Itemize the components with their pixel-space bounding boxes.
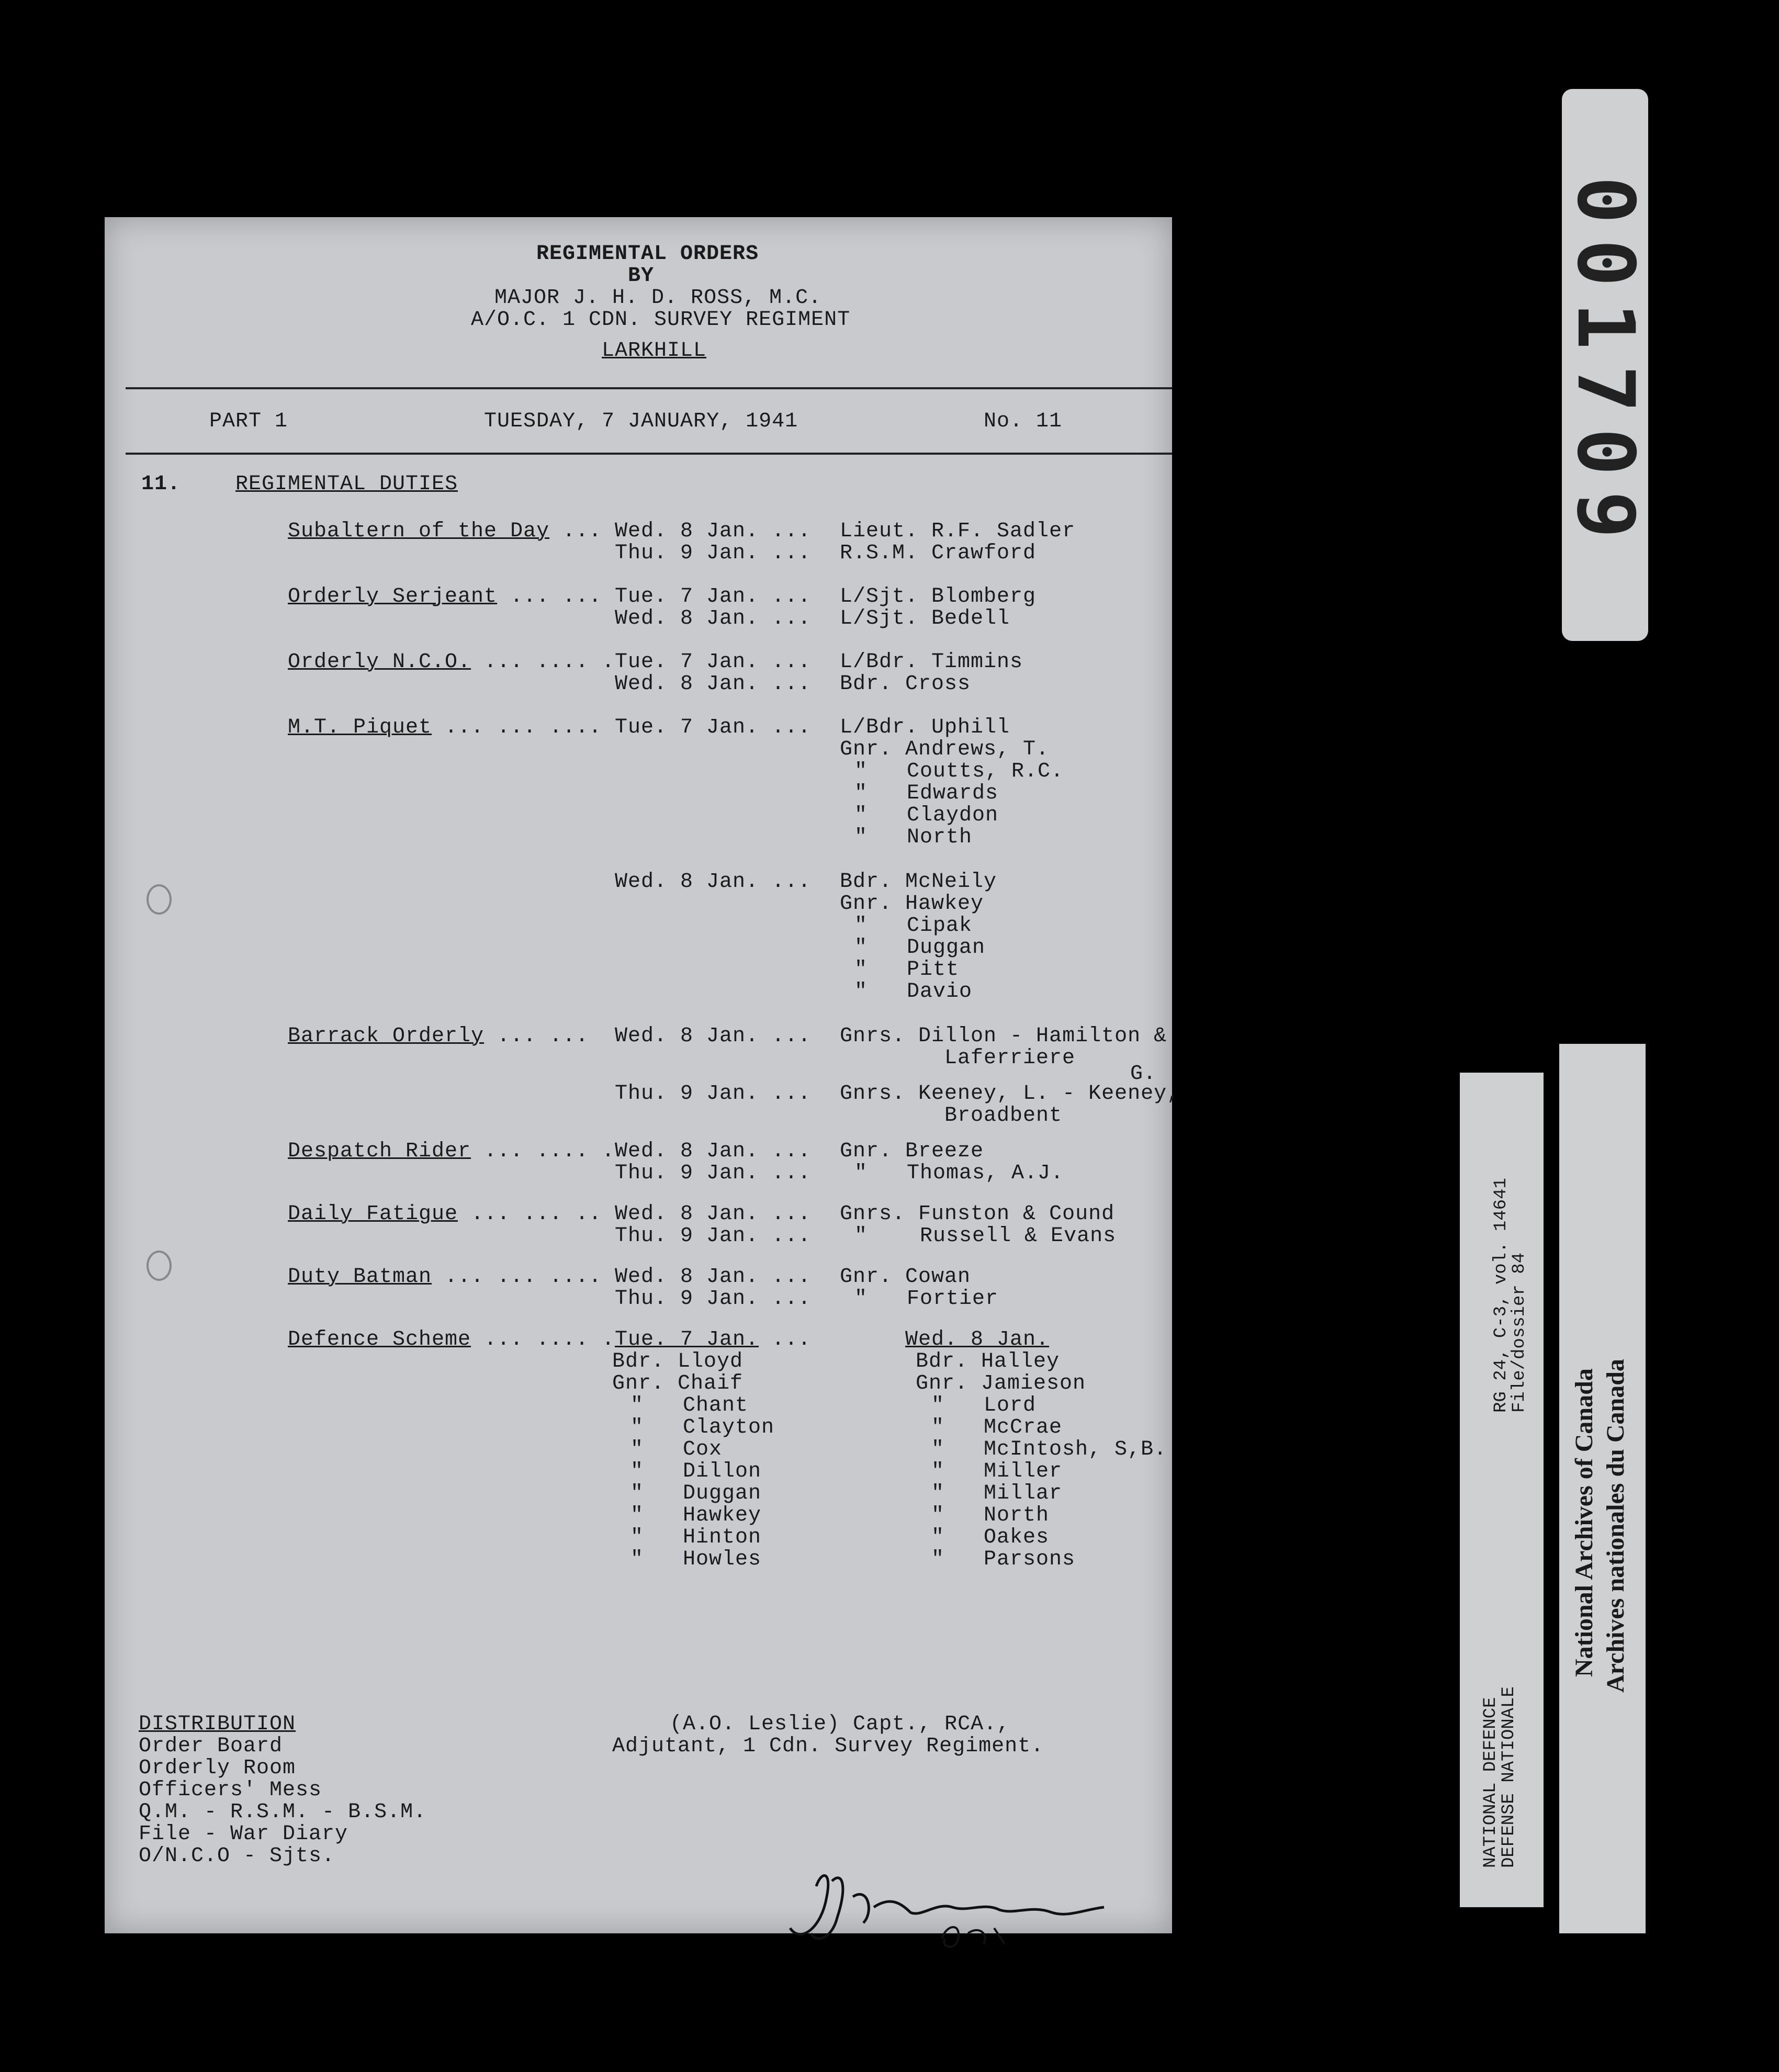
header-line-2: BY bbox=[628, 264, 655, 288]
leader-dots: ... .... . bbox=[471, 650, 615, 674]
archive-reference-label bbox=[1460, 1073, 1544, 1907]
duty-name: " Edwards bbox=[854, 782, 999, 805]
punch-hole bbox=[147, 1251, 172, 1281]
duty-name: Lieut. R.F. Sadler bbox=[840, 520, 1076, 543]
duty-date: Tue. 7 Jan. ... bbox=[615, 716, 812, 739]
duty-name: Gnrs. Keeney, L. - Keeney, bbox=[840, 1082, 1180, 1106]
duty-date: Thu. 9 Jan. ... bbox=[615, 1162, 812, 1185]
duty-date: Wed. 8 Jan. ... bbox=[615, 1265, 812, 1289]
header-location: LARKHILL bbox=[602, 339, 707, 363]
duty-name: G. bbox=[1130, 1062, 1157, 1086]
defence-date-label: Tue. 7 Jan. bbox=[615, 1328, 759, 1352]
defence-date-2: Wed. 8 Jan. bbox=[905, 1328, 1050, 1352]
signature-mark bbox=[785, 1865, 1109, 1960]
duty-date: Wed. 8 Jan. ... bbox=[615, 1024, 812, 1048]
duty-name: " Cipak bbox=[854, 914, 973, 938]
defence-name: Gnr. Jamieson bbox=[916, 1372, 1086, 1395]
duty-name: L/Bdr. Timmins bbox=[840, 650, 1023, 674]
defence-date-1 bbox=[615, 1329, 811, 1351]
duty-subaltern bbox=[288, 521, 602, 543]
distribution-item: O/N.C.O - Sjts. bbox=[139, 1844, 335, 1868]
duty-name: L/Bdr. Uphill bbox=[840, 716, 1010, 739]
duty-date: Thu. 9 Jan. ... bbox=[615, 1082, 812, 1106]
header-line-3: MAJOR J. H. D. ROSS, M.C. bbox=[494, 286, 822, 310]
duty-label: Daily Fatigue bbox=[288, 1202, 458, 1226]
leader-dots: ... .... . bbox=[471, 1140, 615, 1163]
archive-name-label bbox=[1559, 1044, 1646, 1933]
divider-bottom bbox=[126, 453, 1172, 455]
defence-name: " Hawkey bbox=[630, 1504, 762, 1527]
defence-name: " Hinton bbox=[630, 1526, 762, 1549]
duty-name: Gnr. Hawkey bbox=[840, 892, 984, 916]
duty-label: Subaltern of the Day bbox=[288, 520, 550, 543]
duty-name: Gnr. Breeze bbox=[840, 1140, 984, 1163]
frame-number-stamp bbox=[1559, 89, 1651, 641]
order-date: TUESDAY, 7 JANUARY, 1941 bbox=[484, 410, 798, 433]
order-number: No. 11 bbox=[984, 410, 1063, 433]
defence-name: " Lord bbox=[931, 1394, 1037, 1417]
distribution-item: Officers' Mess bbox=[139, 1778, 322, 1802]
defence-name: " Clayton bbox=[630, 1416, 775, 1439]
leader-dots: ... ... .... bbox=[432, 1265, 602, 1289]
duty-name: L/Sjt. Bedell bbox=[840, 607, 1010, 630]
header-line-4: A/O.C. 1 CDN. SURVEY REGIMENT bbox=[471, 308, 851, 332]
punch-hole bbox=[147, 884, 172, 915]
leader-dots: ... ... bbox=[484, 1024, 589, 1048]
duty-batman bbox=[288, 1266, 602, 1288]
duty-name: " Thomas, A.J. bbox=[854, 1162, 1064, 1185]
archive-ref-2: File/dossier 84 bbox=[1510, 1252, 1529, 1413]
section-number: 11. bbox=[141, 472, 181, 496]
duty-name: Broadbent bbox=[944, 1104, 1063, 1128]
distribution-item: Q.M. - R.S.M. - B.S.M. bbox=[139, 1800, 427, 1824]
signature-title: Adjutant, 1 Cdn. Survey Regiment. bbox=[612, 1735, 1044, 1758]
defence-name: " Dillon bbox=[630, 1460, 762, 1483]
duty-date: Thu. 9 Jan. ... bbox=[615, 1224, 812, 1248]
leader-dots: ... ... .... bbox=[432, 716, 602, 739]
archive-ref-1: RG 24, C-3, vol. 14641 bbox=[1491, 1178, 1511, 1413]
duty-name: L/Sjt. Blomberg bbox=[840, 585, 1037, 609]
leader-dots: ... .... . bbox=[471, 1328, 615, 1352]
duty-date: Wed. 8 Jan. ... bbox=[615, 607, 812, 630]
duty-name: " Coutts, R.C. bbox=[854, 760, 1064, 783]
distribution-item: Orderly Room bbox=[139, 1756, 296, 1780]
distribution-item: Order Board bbox=[139, 1735, 283, 1758]
distribution-title: DISTRIBUTION bbox=[139, 1713, 296, 1736]
duty-name: Bdr. McNeily bbox=[840, 870, 997, 894]
duty-name: " Claydon bbox=[854, 804, 999, 827]
duty-date: Wed. 8 Jan. ... bbox=[615, 672, 812, 696]
divider-top bbox=[126, 387, 1172, 389]
duty-name: " Russell & Evans bbox=[854, 1224, 1117, 1248]
duty-name: " Davio bbox=[854, 980, 973, 1004]
duty-name: Gnr. Andrews, T. bbox=[840, 738, 1050, 761]
defence-name: Bdr. Halley bbox=[916, 1350, 1060, 1373]
distribution-item: File - War Diary bbox=[139, 1822, 348, 1846]
duty-name: Bdr. Cross bbox=[840, 672, 971, 696]
duty-date: Wed. 8 Jan. ... bbox=[615, 520, 812, 543]
dept-english: NATIONAL DEFENCE bbox=[1481, 1697, 1501, 1868]
duty-nco bbox=[288, 651, 615, 673]
defence-name: " Miller bbox=[931, 1460, 1063, 1483]
duty-date: Thu. 9 Jan. ... bbox=[615, 542, 812, 565]
duty-name: " Fortier bbox=[854, 1287, 999, 1311]
defence-name: " Oakes bbox=[931, 1526, 1050, 1549]
defence-name: " Millar bbox=[931, 1482, 1063, 1505]
stamp-number: 001709 bbox=[1559, 176, 1651, 554]
duty-label: Defence Scheme bbox=[288, 1328, 471, 1352]
duty-label: M.T. Piquet bbox=[288, 716, 432, 739]
duty-label: Barrack Orderly bbox=[288, 1024, 485, 1048]
duty-name: " North bbox=[854, 826, 973, 849]
signature-name: (A.O. Leslie) Capt., RCA., bbox=[670, 1713, 1010, 1736]
duty-serjeant bbox=[288, 586, 602, 608]
signature bbox=[785, 1865, 1109, 1962]
leader-dots: ... bbox=[759, 1328, 812, 1352]
defence-name: " Howles bbox=[630, 1548, 762, 1571]
defence-name: " Parsons bbox=[931, 1548, 1076, 1571]
section-title: REGIMENTAL DUTIES bbox=[235, 472, 458, 496]
duty-label: Duty Batman bbox=[288, 1265, 432, 1289]
duty-label: Orderly N.C.O. bbox=[288, 650, 471, 674]
archives-english: National Archives of Canada bbox=[1570, 1368, 1598, 1677]
leader-dots: ... ... .. bbox=[458, 1202, 602, 1226]
duty-date: Wed. 8 Jan. ... bbox=[615, 870, 812, 894]
duty-date: Wed. 8 Jan. ... bbox=[615, 1202, 812, 1226]
leader-dots: ... ... bbox=[497, 585, 602, 609]
duty-fatigue bbox=[288, 1203, 602, 1225]
defence-name: Gnr. Chaif bbox=[612, 1372, 744, 1395]
duty-despatch bbox=[288, 1141, 615, 1163]
defence-name: " North bbox=[931, 1504, 1050, 1527]
part-label: PART 1 bbox=[209, 410, 288, 433]
leader-dots: ... bbox=[549, 520, 602, 543]
duty-date: Tue. 7 Jan. ... bbox=[615, 650, 812, 674]
duty-date: Tue. 7 Jan. ... bbox=[615, 585, 812, 609]
duty-name: Gnr. Cowan bbox=[840, 1265, 971, 1289]
defence-name: Bdr. Lloyd bbox=[612, 1350, 744, 1373]
defence-name: " McCrae bbox=[931, 1416, 1063, 1439]
duty-defence bbox=[288, 1329, 615, 1351]
dept-french: DEFENSE NATIONALE bbox=[1499, 1686, 1519, 1868]
document-page bbox=[105, 217, 1180, 1933]
duty-barrack bbox=[288, 1026, 589, 1048]
duty-date: Thu. 9 Jan. ... bbox=[615, 1287, 812, 1311]
archives-french: Archives nationales du Canada bbox=[1602, 1359, 1629, 1693]
duty-name: Gnrs. Dillon - Hamilton & bbox=[840, 1024, 1167, 1048]
duty-name: Gnrs. Funston & Cound bbox=[840, 1202, 1115, 1226]
header-line-1: REGIMENTAL ORDERS bbox=[536, 242, 759, 266]
duty-date: Wed. 8 Jan. ... bbox=[615, 1140, 812, 1163]
duty-label: Despatch Rider bbox=[288, 1140, 471, 1163]
duty-name: R.S.M. Crawford bbox=[840, 542, 1037, 565]
stamp-number-wrapper bbox=[1559, 89, 1651, 641]
defence-name: " Chant bbox=[630, 1394, 749, 1417]
defence-name: " McIntosh, S,B. bbox=[931, 1438, 1167, 1461]
defence-name: " Duggan bbox=[630, 1482, 762, 1505]
duty-piquet bbox=[288, 717, 602, 739]
duty-name: Laferriere bbox=[944, 1046, 1076, 1070]
duty-name: " Duggan bbox=[854, 936, 986, 960]
duty-name: " Pitt bbox=[854, 958, 960, 982]
duty-label: Orderly Serjeant bbox=[288, 585, 498, 609]
defence-name: " Cox bbox=[630, 1438, 723, 1461]
